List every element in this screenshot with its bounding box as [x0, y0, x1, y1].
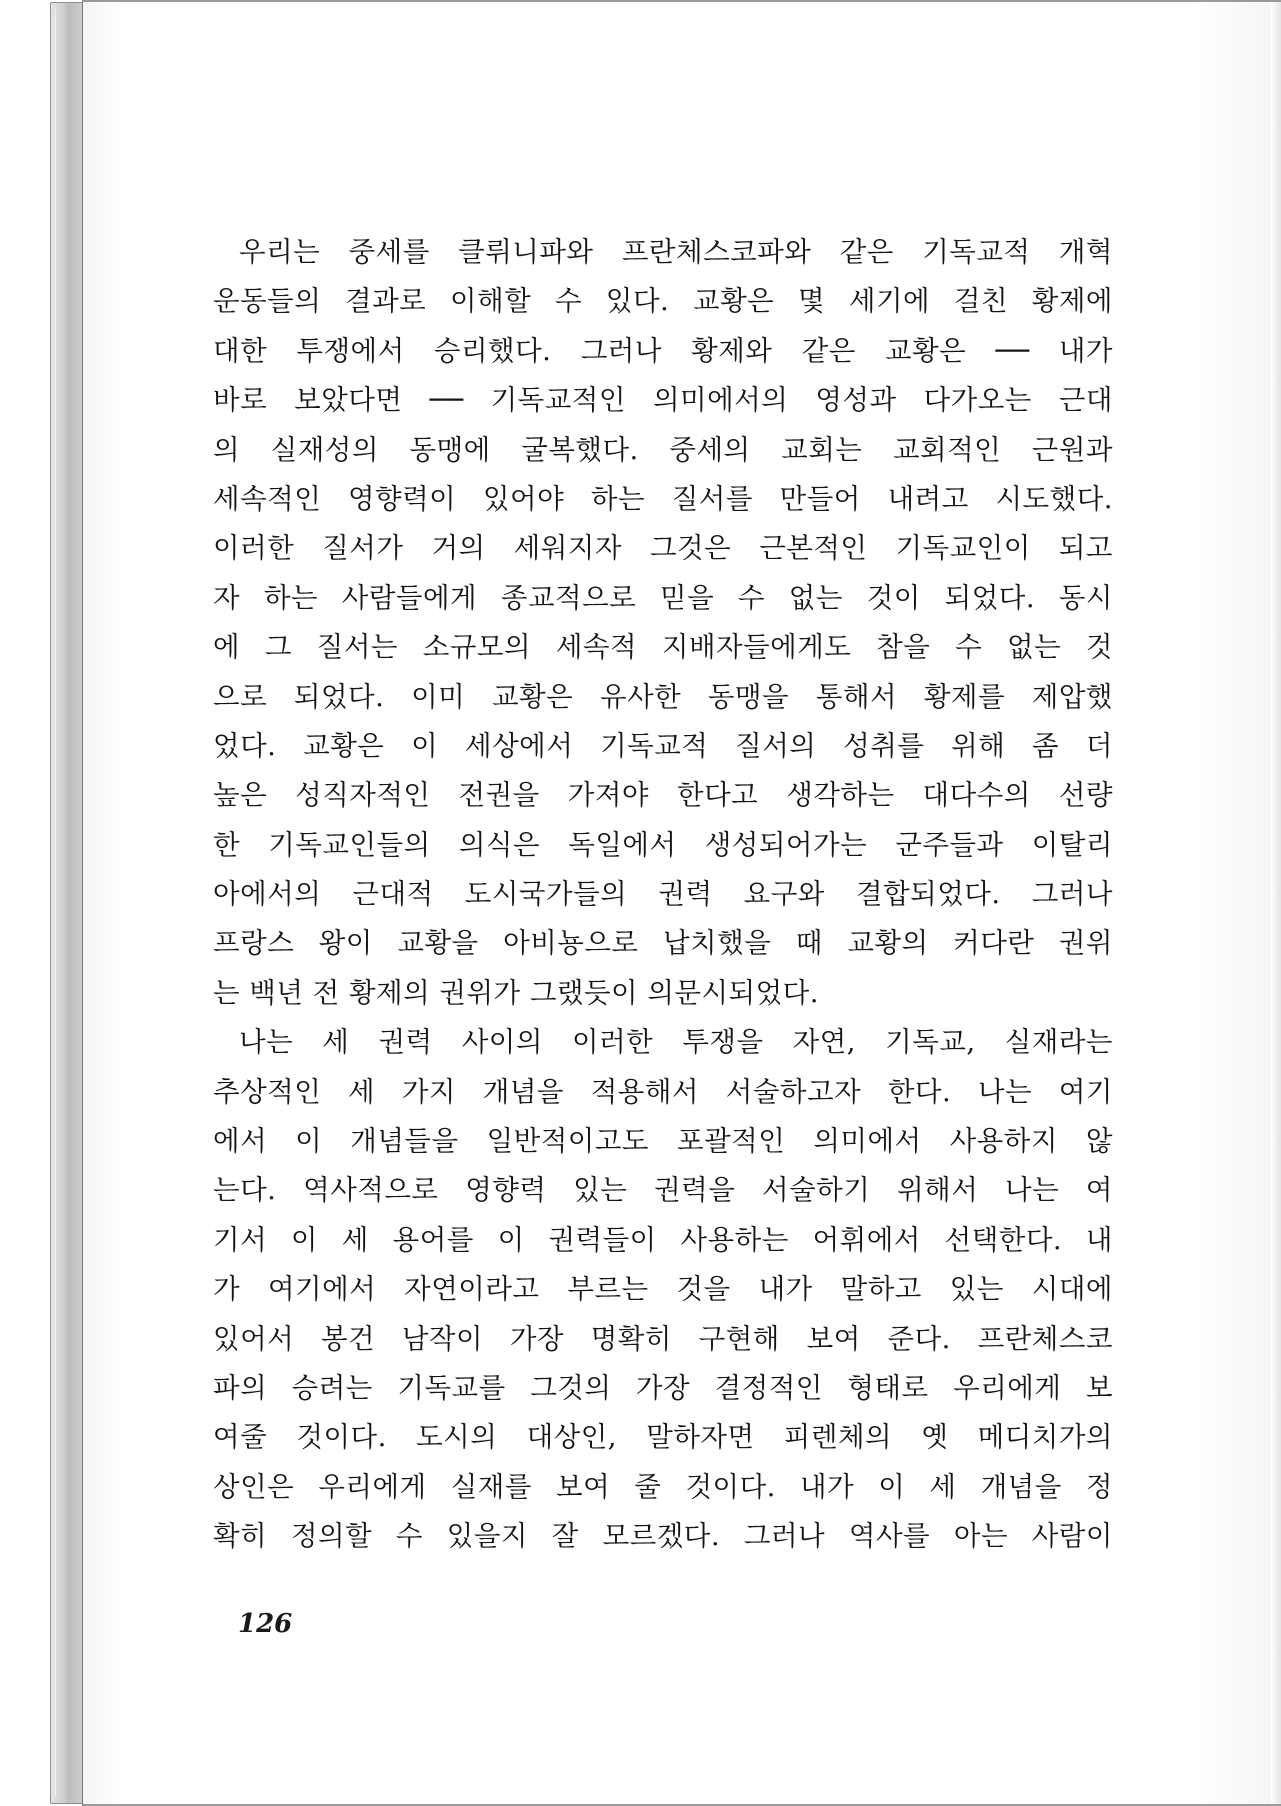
- page-edge-shadow: [1271, 2, 1281, 1804]
- text-line: 에서 이 개념들을 일반적이고도 포괄적인 의미에서 사용하지 않: [213, 1125, 1113, 1158]
- text-line: 에 그 질서는 소규모의 세속적 지배자들에게도 참을 수 없는 것: [213, 631, 1113, 664]
- text-line: 높은 성직자적인 전권을 가져야 한다고 생각하는 대다수의 선량: [213, 779, 1113, 812]
- text-line: 바로 보았다면 ── 기독교적인 의미에서의 영성과 다가오는 근대: [213, 384, 1113, 417]
- text-line: 아에서의 근대적 도시국가들의 권력 요구와 결합되었다. 그러나: [213, 878, 1113, 911]
- text-line: 추상적인 세 가지 개념을 적용해서 서술하고자 한다. 나는 여기: [213, 1075, 1113, 1108]
- text-line: 는 백년 전 황제의 권위가 그랬듯이 의문시되었다.: [213, 976, 819, 1009]
- text-line: 운동들의 결과로 이해할 수 있다. 교황은 몇 세기에 걸친 황제에: [213, 285, 1113, 318]
- text-line: 가 여기에서 자연이라고 부르는 것을 내가 말하고 있는 시대에: [213, 1273, 1113, 1306]
- text-line: 대한 투쟁에서 승리했다. 그러나 황제와 같은 교황은 ── 내가: [213, 334, 1113, 367]
- page-number: 126: [238, 1609, 293, 1639]
- text-line: 기서 이 세 용어를 이 권력들이 사용하는 어휘에서 선택한다. 내: [213, 1223, 1113, 1256]
- text-line: 세속적인 영향력이 있어야 하는 질서를 만들어 내려고 시도했다.: [213, 482, 1113, 515]
- text-line: 의 실재성의 동맹에 굴복했다. 중세의 교회는 교회적인 근원과: [213, 433, 1113, 466]
- text-line: 파의 승려는 기독교를 그것의 가장 결정적인 형태로 우리에게 보: [213, 1371, 1113, 1404]
- text-line: 한 기독교인들의 의식은 독일에서 생성되어가는 군주들과 이탈리: [213, 828, 1113, 861]
- text-line: 상인은 우리에게 실재를 보여 줄 것이다. 내가 이 세 개념을 정: [213, 1470, 1113, 1503]
- text-line: 었다. 교황은 이 세상에서 기독교적 질서의 성취를 위해 좀 더: [213, 729, 1113, 762]
- text-line: 있어서 봉건 남작이 가장 명확히 구현해 보여 준다. 프란체스코: [213, 1322, 1113, 1355]
- page-body-text: [213, 228, 1113, 1562]
- text-line: 나는 세 권력 사이의 이러한 투쟁을 자연, 기독교, 실재라는: [239, 1026, 1113, 1059]
- paragraph-1: [213, 228, 1113, 1018]
- text-line: 이러한 질서가 거의 세워지자 그것은 근본적인 기독교인이 되고: [213, 532, 1113, 565]
- text-line: 으로 되었다. 이미 교황은 유사한 동맹을 통해서 황제를 제압했: [213, 680, 1113, 713]
- text-line: 는다. 역사적으로 영향력 있는 권력을 서술하기 위해서 나는 여: [213, 1174, 1113, 1207]
- paragraph-2: [213, 1018, 1113, 1561]
- text-line: 확히 정의할 수 있을지 잘 모르겠다. 그러나 역사를 아는 사람이: [213, 1520, 1113, 1553]
- text-line: 우리는 중세를 클뤼니파와 프란체스코파와 같은 기독교적 개혁: [239, 236, 1113, 268]
- text-line: 여줄 것이다. 도시의 대상인, 말하자면 피렌체의 옛 메디치가의: [213, 1421, 1113, 1454]
- book-spine-edge: [50, 2, 83, 1804]
- text-line: 프랑스 왕이 교황을 아비뇽으로 납치했을 때 교황의 커다란 권위: [213, 927, 1113, 960]
- text-line: 자 하는 사람들에게 종교적으로 믿을 수 없는 것이 되었다. 동시: [213, 581, 1113, 614]
